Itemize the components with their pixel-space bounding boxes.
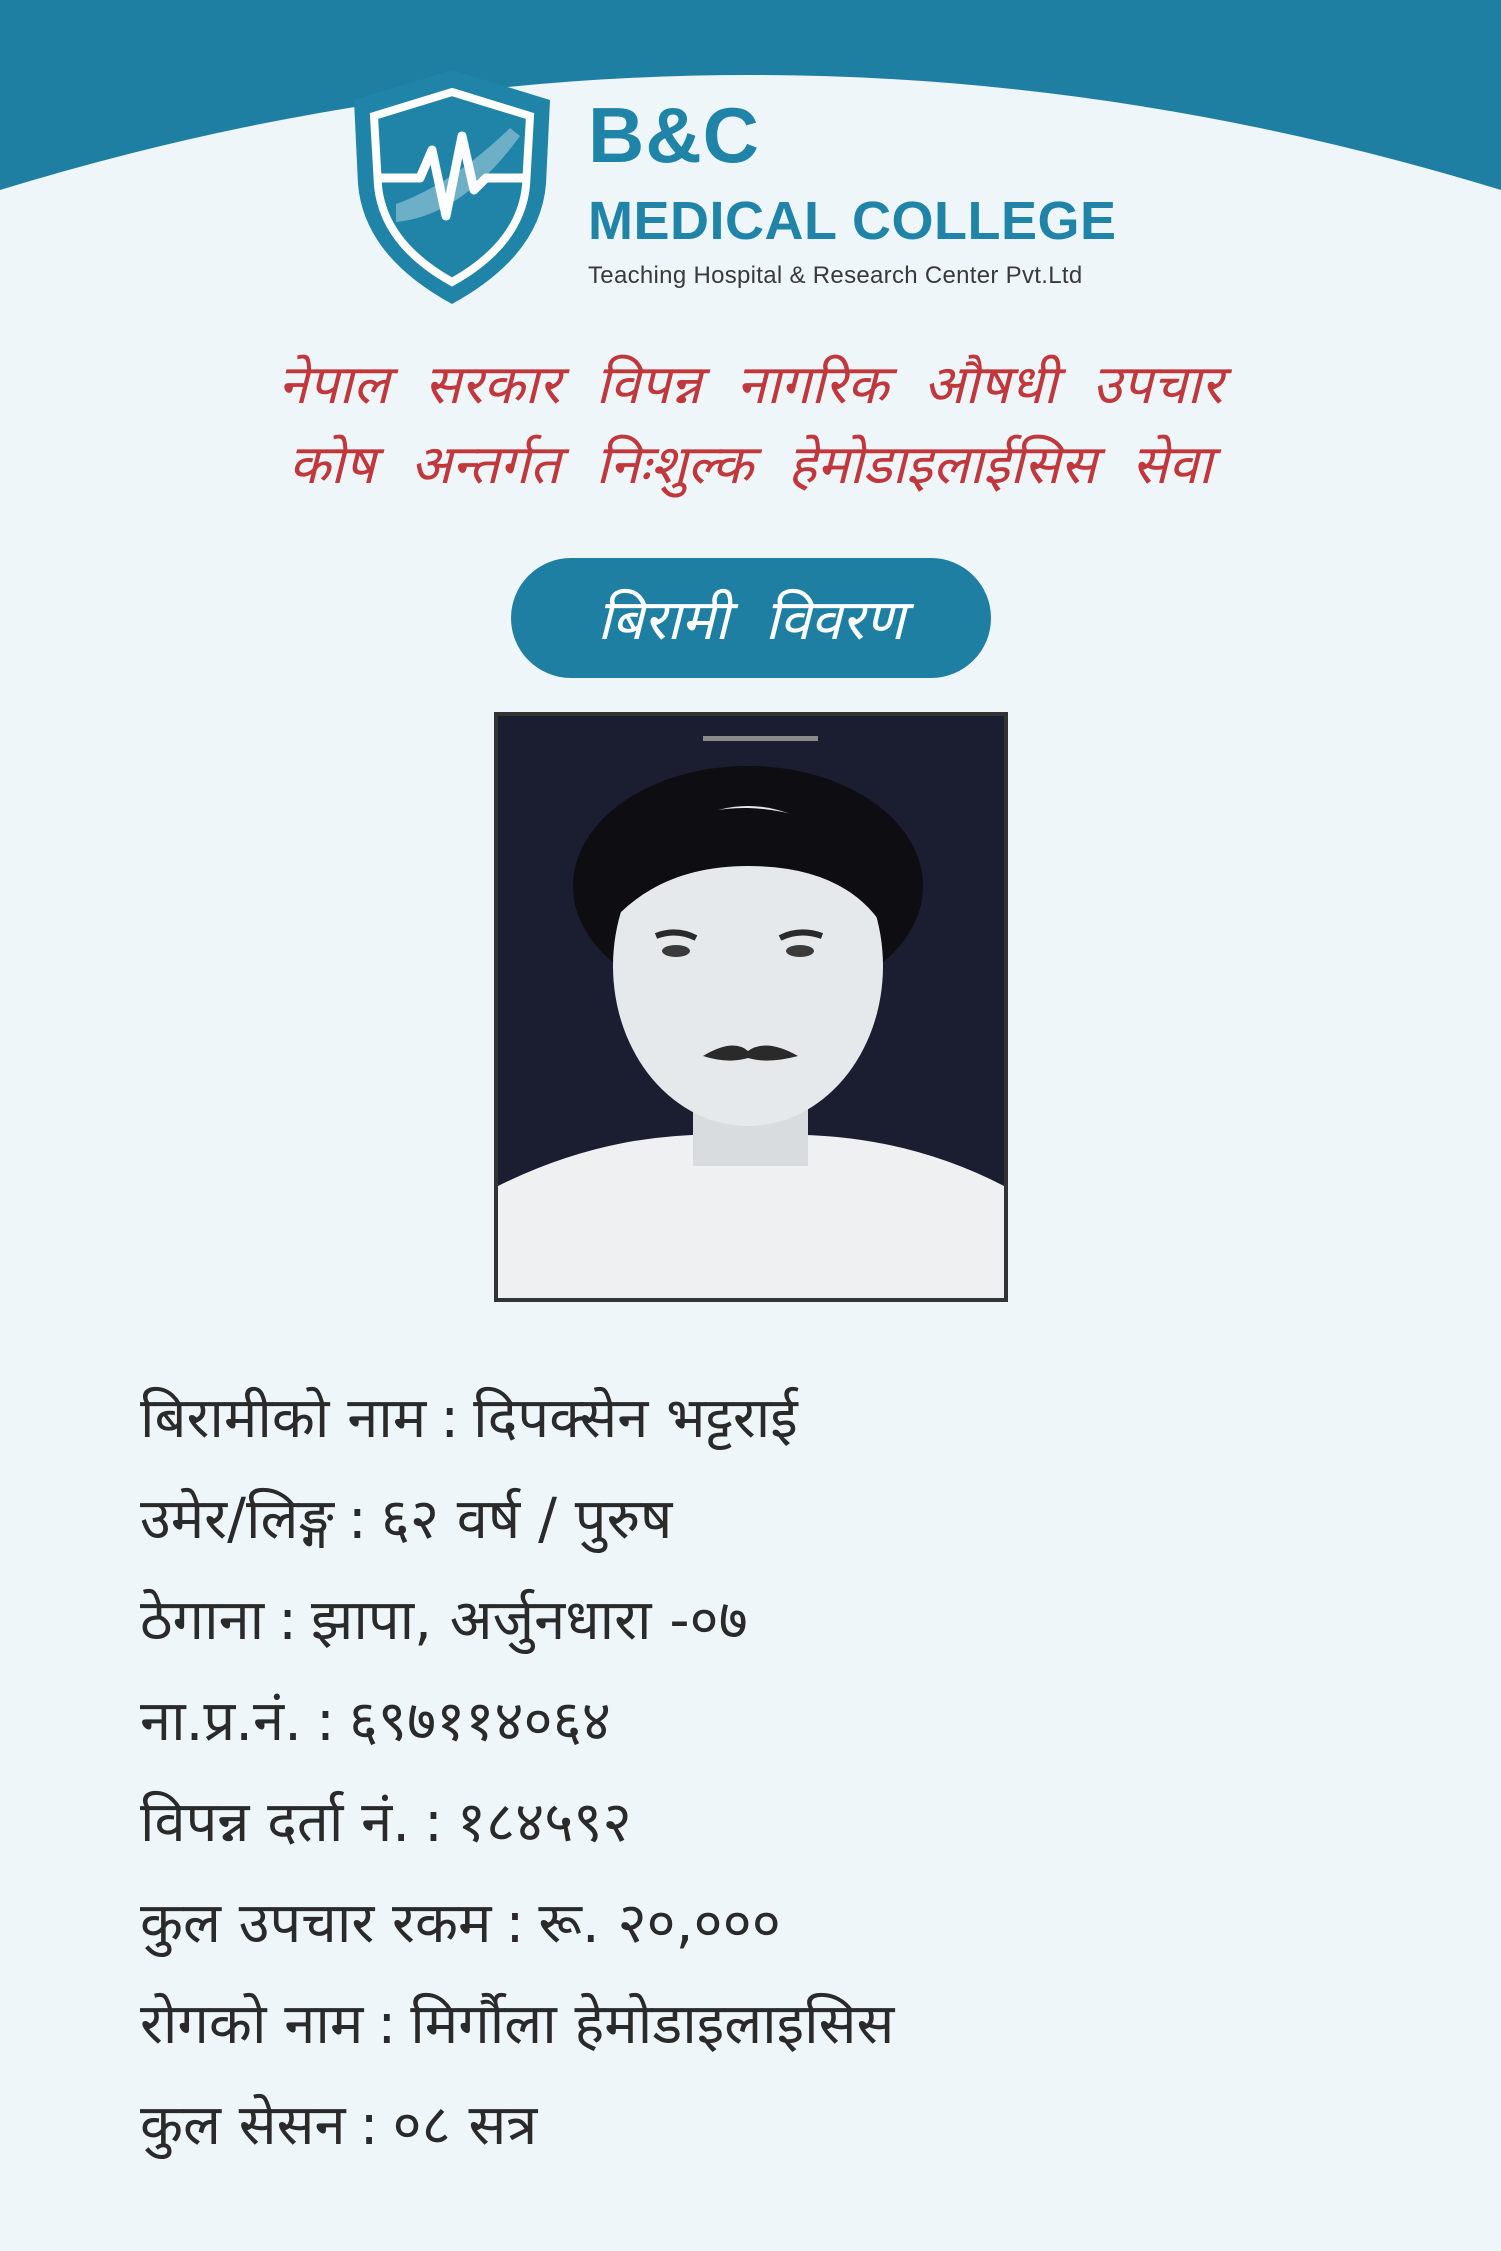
- headline-line-2: कोष अन्तर्गत निःशुल्क हेमोडाइलाईसिस सेवा: [288, 433, 1213, 496]
- detail-value: १८४५९२: [456, 1790, 632, 1855]
- headline-line-1: नेपाल सरकार विपन्न नागरिक औषधी उपचार: [278, 353, 1223, 416]
- detail-value: ६९७११४०६४: [348, 1689, 611, 1754]
- brand-tagline: Teaching Hospital & Research Center Pvt.Ltd: [588, 262, 1083, 289]
- detail-label: विपन्न दर्ता नं.: [140, 1790, 411, 1855]
- detail-row-name: [140, 1368, 894, 1469]
- detail-row-registration-no: [140, 1772, 894, 1873]
- detail-separator: :: [440, 1386, 460, 1451]
- detail-value: ०८ सत्र: [392, 2093, 538, 2158]
- patient-photo: [494, 712, 1008, 1302]
- detail-separator: :: [315, 1689, 335, 1754]
- detail-value: ६२ वर्ष / पुरुष: [380, 1487, 673, 1552]
- detail-separator: :: [505, 1891, 525, 1956]
- detail-value: रू. २०,०००: [538, 1891, 781, 1956]
- detail-label: रोगको नाम: [140, 1992, 364, 2057]
- patient-photo-image: [498, 716, 1004, 1298]
- detail-separator: :: [377, 1992, 397, 2057]
- detail-row-age-gender: [140, 1469, 894, 1570]
- detail-label: बिरामीको नाम: [140, 1386, 427, 1451]
- detail-value: दिपक्सेन भट्टराई: [473, 1386, 798, 1451]
- shield-logo-icon: [350, 66, 554, 308]
- detail-label: ठेगाना: [140, 1588, 265, 1653]
- detail-row-treatment-amount: [140, 1873, 894, 1974]
- detail-value: झापा, अर्जुनधारा -०७: [311, 1588, 748, 1653]
- detail-row-address: [140, 1570, 894, 1671]
- detail-value: मिर्गौला हेमोडाइलाइसिस: [410, 1992, 895, 2057]
- detail-label: ना.प्र.नं.: [140, 1689, 302, 1754]
- brand-subtitle: MEDICAL COLLEGE: [588, 191, 1117, 251]
- brand-name: B&C: [588, 91, 760, 179]
- detail-separator: :: [347, 1487, 367, 1552]
- section-title: बिरामी विवरण: [597, 588, 905, 653]
- detail-separator: :: [278, 1588, 298, 1653]
- detail-row-sessions: [140, 2075, 894, 2176]
- detail-label: उमेर/लिङ्ग: [140, 1487, 334, 1552]
- brand-block: [588, 91, 1117, 289]
- detail-label: कुल उपचार रकम: [140, 1891, 492, 1956]
- detail-label: कुल सेसन: [140, 2093, 346, 2158]
- detail-separator: :: [424, 1790, 443, 1855]
- section-title-badge: [511, 558, 991, 678]
- detail-row-disease: [140, 1974, 894, 2075]
- patient-details: [140, 1368, 894, 2176]
- detail-row-citizenship-no: [140, 1671, 894, 1772]
- detail-separator: :: [359, 2093, 379, 2158]
